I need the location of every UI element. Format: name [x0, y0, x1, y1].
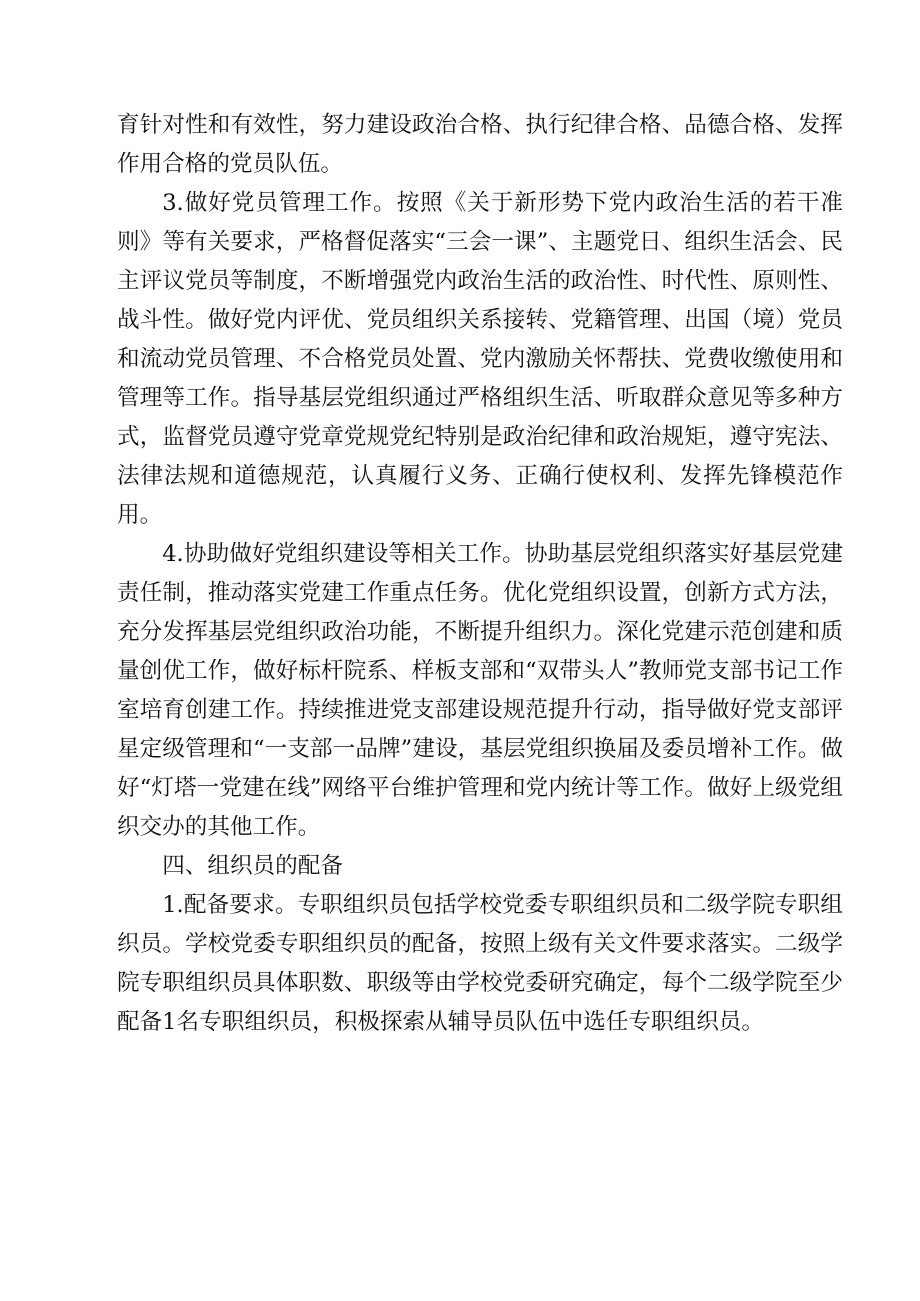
document-body	[117, 106, 843, 1042]
paragraph-member-management: 3.做好党员管理工作。按照《关于新形势下党内政治生活的若干准则》等有关要求，严格督促落实“三会一课”、主题党日、组织生活会、民主评议党员等制度，不断增强党内政治生活的政治性、时代性、原则性、战斗性。做好党内评优、党员组织关系接转、党籍管理、出国（境）党员和流动党员管理、不合格党员处置、党内激励关怀帮扶、党费收缴使用和管理等工作。指导基层党组织通过严格组织生活、听取群众意见等多种方式，监督党员遵守党章党规党纪特别是政治纪律和政治规矩，遵守宪法、法律法规和道德规范，认真履行义务、正确行使权利、发挥先锋模范作用。	[117, 190, 843, 528]
paragraph-staffing-requirements: 1.配备要求。专职组织员包括学校党委专职组织员和二级学院专职组织员。学校党委专职组织员的配备，按照上级有关文件要求落实。二级学院专职组织员具体职数、职级等由学校党委研究确定，每个二级学院至少配备1名专职组织员，积极探索从辅导员队伍中选任专职组织员。	[117, 892, 843, 1035]
paragraph-continuation: 育针对性和有效性，努力建设政治合格、执行纪律合格、品德合格、发挥作用合格的党员队伍。	[117, 112, 843, 177]
paragraph-organization-building: 4.协助做好党组织建设等相关工作。协助基层党组织落实好基层党建责任制，推动落实党建工作重点任务。优化党组织设置，创新方式方法，充分发挥基层党组织政治功能，不断提升组织力。深化党建示范创建和质量创优工作，做好标杆院系、样板支部和“双带头人”教师党支部书记工作室培育创建工作。持续推进党支部建设规范提升行动，指导做好党支部评星定级管理和“一支部一品牌”建设，基层党组织换届及委员增补工作。做好“灯塔一党建在线”网络平台维护管理和党内统计等工作。做好上级党组织交办的其他工作。	[117, 541, 843, 840]
section-heading-staffing: 四、组织员的配备	[162, 853, 343, 879]
